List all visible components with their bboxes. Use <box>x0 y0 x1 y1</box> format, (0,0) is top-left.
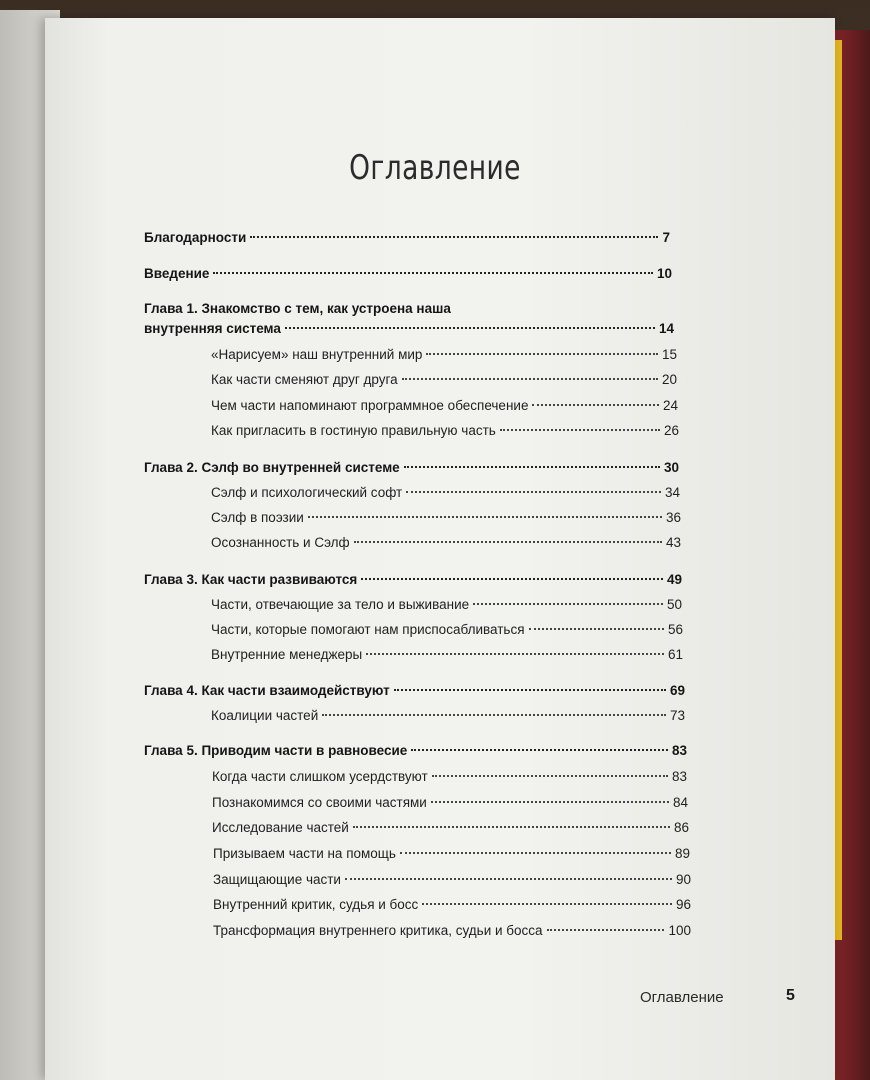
toc-entry-label: Внутренние менеджеры <box>211 647 363 662</box>
toc-entry-label: Когда части слишком усердствуют <box>212 769 428 784</box>
dot-leader <box>411 749 668 751</box>
toc-entry-chapter-2 <box>144 460 679 475</box>
toc-subentry <box>211 347 677 362</box>
dot-leader <box>422 903 672 905</box>
toc-entry-page: 43 <box>665 535 681 550</box>
toc-entry-label: Как пригласить в гостиную правильную часть <box>211 423 496 438</box>
toc-entry-chapter-5 <box>144 743 687 758</box>
toc-entry-label: Части, которые помогают нам приспосабливаться <box>211 622 525 637</box>
toc-subentry <box>211 597 682 612</box>
toc-entry-label: Коалиции частей <box>211 708 319 723</box>
toc-entry-acknowledgements <box>144 230 670 245</box>
toc-entry-label: Трансформация внутреннего критика, судьи и босса <box>213 923 543 938</box>
dot-leader <box>345 878 672 880</box>
dot-leader <box>400 852 671 854</box>
toc-subentry <box>211 622 683 637</box>
toc-entry-page: 96 <box>675 897 691 912</box>
dot-leader <box>308 516 662 518</box>
dot-leader <box>366 653 664 655</box>
dot-leader <box>402 378 658 380</box>
toc-entry-label: Как части сменяют друг друга <box>211 372 398 387</box>
page-number: 5 <box>786 987 795 1004</box>
toc-entry-page: 83 <box>671 769 687 784</box>
toc-entry-page: 49 <box>666 572 682 587</box>
toc-entry-label: Благодарности <box>144 230 247 245</box>
toc-entry-label: Части, отвечающие за тело и выживание <box>211 597 470 612</box>
toc-subentry <box>212 769 687 784</box>
toc-entry-label: Глава 3. Как части развиваются <box>144 572 358 587</box>
page-title: Оглавление <box>349 148 521 188</box>
toc-entry-chapter-3 <box>144 572 682 587</box>
dot-leader <box>529 628 664 630</box>
dot-leader <box>426 353 658 355</box>
dot-leader <box>354 541 662 543</box>
toc-entry-page: 26 <box>663 423 679 438</box>
dot-leader <box>213 272 653 274</box>
toc-entry-label: Осознанность и Сэлф <box>211 535 350 550</box>
dot-leader <box>322 714 666 716</box>
toc-entry-page: 86 <box>673 820 689 835</box>
toc-entry-page: 56 <box>667 622 683 637</box>
toc-entry-page: 20 <box>661 372 677 387</box>
dot-leader <box>473 603 663 605</box>
toc-entry-page: 50 <box>666 597 682 612</box>
toc-subentry <box>211 647 683 662</box>
dot-leader <box>431 801 669 803</box>
toc-entry-label: Глава 2. Сэлф во внутренней системе <box>144 460 400 475</box>
toc-subentry <box>211 510 681 525</box>
toc-entry-label: «Нарисуем» наш внутренний мир <box>211 347 423 362</box>
toc-entry-page: 15 <box>661 347 677 362</box>
toc-entry-label: Сэлф в поэзии <box>211 510 304 525</box>
chapter-1-title-line1: Глава 1. Знакомство с тем, как устроена наша <box>144 301 451 316</box>
toc-entry-page: 24 <box>662 398 678 413</box>
toc-subentry <box>212 820 689 835</box>
toc-entry-page: 14 <box>658 321 674 336</box>
toc-entry-label: внутренняя система <box>144 321 281 336</box>
toc-entry-page: 84 <box>672 795 688 810</box>
toc-entry-page: 73 <box>669 708 685 723</box>
toc-entry-page: 34 <box>664 485 680 500</box>
toc-subentry <box>211 708 685 723</box>
toc-subentry <box>211 398 678 413</box>
toc-entry-label: Чем части напоминают программное обеспечение <box>211 398 529 413</box>
toc-entry-page: 61 <box>667 647 683 662</box>
toc-entry-page: 69 <box>669 683 685 698</box>
toc-entry-page: 36 <box>665 510 681 525</box>
toc-entry-page: 7 <box>662 230 670 245</box>
toc-entry-chapter-4 <box>144 683 685 698</box>
toc-subentry <box>211 535 681 550</box>
toc-entry-page: 100 <box>668 923 691 938</box>
toc-entry-page: 89 <box>674 846 690 861</box>
dot-leader <box>432 775 668 777</box>
toc-entry-label: Призываем части на помощь <box>213 846 396 861</box>
dot-leader <box>500 429 660 431</box>
toc-entry-label: Внутренний критик, судья и босс <box>213 897 419 912</box>
dot-leader <box>361 578 663 580</box>
toc-subentry <box>213 923 691 938</box>
dot-leader <box>547 929 665 931</box>
dot-leader <box>394 689 666 691</box>
toc-entry-label: Введение <box>144 266 210 281</box>
toc-entry-label: Защищающие части <box>213 872 341 887</box>
toc-subentry <box>212 795 688 810</box>
toc-subentry <box>213 897 691 912</box>
dot-leader <box>285 327 655 329</box>
toc-entry-introduction <box>144 266 672 281</box>
toc-entry-chapter-1 <box>144 321 674 336</box>
toc-entry-page: 90 <box>675 872 691 887</box>
dot-leader <box>532 404 659 406</box>
toc-entry-label: Познакомимся со своими частями <box>212 795 427 810</box>
toc-entry-label: Сэлф и психологический софт <box>211 485 403 500</box>
toc-subentry <box>213 872 691 887</box>
toc-subentry <box>211 423 679 438</box>
toc-entry-page: 10 <box>656 266 672 281</box>
toc-subentry <box>213 846 690 861</box>
toc-entry-page: 30 <box>663 460 679 475</box>
dot-leader <box>353 826 670 828</box>
running-footer-label: Оглавление <box>640 989 724 1006</box>
toc-entry-label: Исследование частей <box>212 820 349 835</box>
toc-entry-label: Глава 4. Как части взаимодействуют <box>144 683 390 698</box>
dot-leader <box>250 236 658 238</box>
toc-subentry <box>211 372 677 387</box>
toc-subentry <box>211 485 680 500</box>
dot-leader <box>406 491 661 493</box>
dot-leader <box>404 466 660 468</box>
toc-entry-page: 83 <box>671 743 687 758</box>
toc-entry-label: Глава 5. Приводим части в равновесие <box>144 743 408 758</box>
